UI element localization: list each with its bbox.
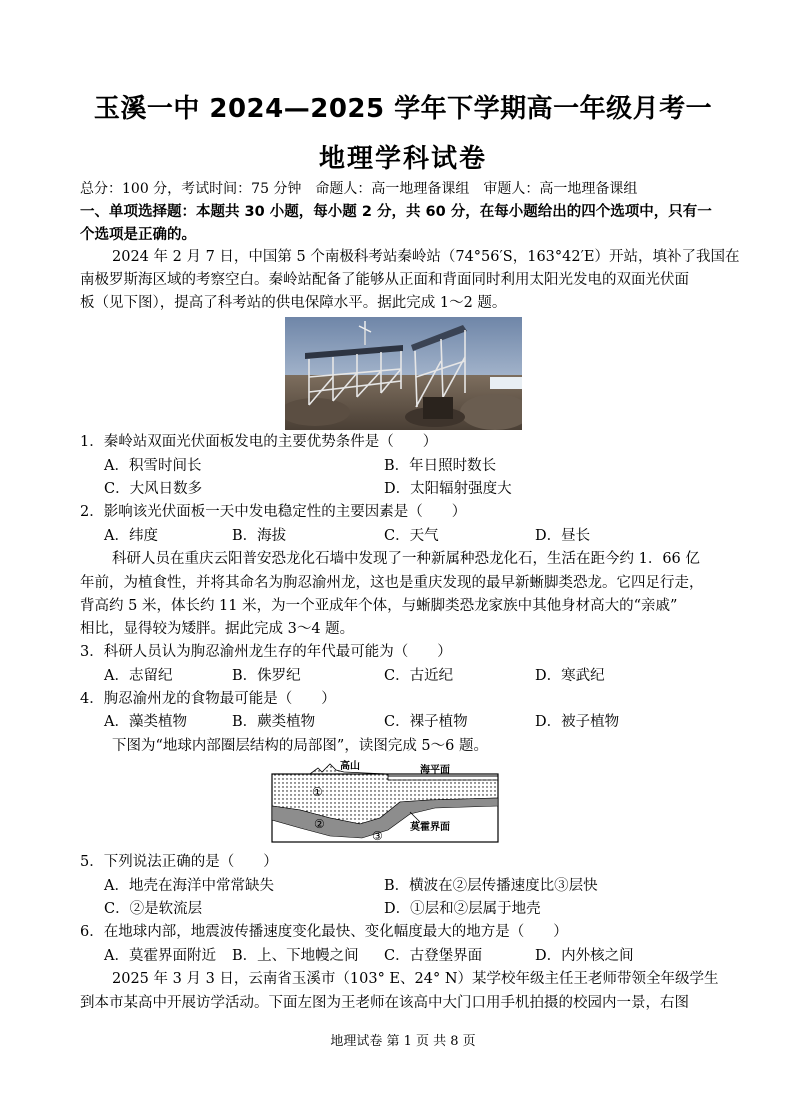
diagram-label-moho: 莫霍界面 bbox=[410, 822, 450, 833]
question-4-stem: 4．朐忍渝州龙的食物最可能是（ ） bbox=[80, 691, 336, 707]
question-3-stem: 3．科研人员认为朐忍渝州龙生存的年代最可能为（ ） bbox=[80, 644, 452, 660]
passage-line: 2025 年 3 月 3 日，云南省玉溪市（103° E、24° N）某学校年级主任王老师带领全年级学生 bbox=[112, 971, 719, 987]
passage-line: 下图为“地球内部圈层结构的局部图”，读图完成 5～6 题。 bbox=[112, 738, 488, 754]
q3-option-d[interactable]: D．寒武纪 bbox=[535, 668, 605, 684]
question-5-stem: 5．下列说法正确的是（ ） bbox=[80, 854, 278, 870]
q1-option-b[interactable]: B．年日照时数长 bbox=[384, 458, 497, 474]
q6-option-c[interactable]: C．古登堡界面 bbox=[384, 948, 483, 964]
question-2-stem: 2．影响该光伏面板一天中发电稳定性的主要因素是（ ） bbox=[80, 504, 467, 520]
page-footer: 地理试卷 第 1 页 共 8 页 bbox=[330, 1034, 476, 1049]
q4-option-c[interactable]: C．裸子植物 bbox=[384, 714, 468, 730]
q4-option-d[interactable]: D．被子植物 bbox=[535, 714, 620, 730]
q2-option-a[interactable]: A．纬度 bbox=[104, 528, 158, 544]
q3-option-a[interactable]: A．志留纪 bbox=[104, 668, 173, 684]
diagram-label-mountain: 高山 bbox=[340, 761, 360, 772]
earth-layers-svg bbox=[270, 758, 500, 844]
exam-subtitle: 地理学科试卷 bbox=[318, 144, 487, 174]
section-heading: 一、单项选择题：本题共 30 小题，每小题 2 分，共 60 分，在每小题给出的四个选项中，只有一 bbox=[80, 204, 712, 220]
q2-option-c[interactable]: C．天气 bbox=[384, 528, 439, 544]
passage-line: 南极罗斯海区域的考察空白。秦岭站配备了能够从正面和背面同时利用太阳光发电的双面光伏面 bbox=[80, 272, 689, 288]
q5-option-a[interactable]: A．地壳在海洋中常常缺失 bbox=[104, 878, 274, 894]
q1-option-d[interactable]: D．太阳辐射强度大 bbox=[384, 481, 512, 497]
q4-option-a[interactable]: A．藻类植物 bbox=[104, 714, 187, 730]
question-6-stem: 6．在地球内部，地震波传播速度变化最快、变化幅度最大的地方是（ ） bbox=[80, 924, 568, 940]
q1-option-a[interactable]: A．积雪时间长 bbox=[104, 458, 202, 474]
exam-title: 玉溪一中 2024—2025 学年下学期高一年级月考一 bbox=[93, 94, 713, 124]
question-1-stem: 1．秦岭站双面光伏面板发电的主要优势条件是（ ） bbox=[80, 434, 438, 450]
pv-panel-illustration bbox=[285, 317, 522, 430]
q3-option-c[interactable]: C．古近纪 bbox=[384, 668, 454, 684]
q3-option-b[interactable]: B．侏罗纪 bbox=[232, 668, 301, 684]
q4-option-b[interactable]: B．蕨类植物 bbox=[232, 714, 316, 730]
section-heading-cont: 个选项是正确的。 bbox=[80, 227, 196, 243]
pv-panel-photo bbox=[285, 317, 522, 430]
exam-info: 总分：100 分，考试时间：75 分钟 命题人：高一地理备课组 审题人：高一地理备课组 bbox=[80, 181, 638, 197]
q2-option-d[interactable]: D．昼长 bbox=[535, 528, 591, 544]
passage-line: 背高约 5 米，体长约 11 米，为一个亚成年个体，与蜥脚类恐龙家族中其他身材高大的“亲戚” bbox=[80, 598, 678, 614]
q2-option-b[interactable]: B．海拔 bbox=[232, 528, 287, 544]
passage-line: 2024 年 2 月 7 日，中国第 5 个南极科考站秦岭站（74°56′S，163°42′E）开站，填补了我国在 bbox=[112, 249, 740, 265]
earth-interior-diagram bbox=[270, 758, 500, 844]
q1-option-c[interactable]: C．大风日数多 bbox=[104, 481, 203, 497]
passage-line: 年前，为植食性，并将其命名为朐忍渝州龙，这也是重庆发现的最早新蜥脚类恐龙。它四足行走， bbox=[80, 575, 704, 591]
diagram-label-3: ③ bbox=[372, 829, 383, 843]
q6-option-a[interactable]: A．莫霍界面附近 bbox=[104, 948, 216, 964]
diagram-label-2: ② bbox=[314, 817, 325, 831]
q5-option-c[interactable]: C．②是软流层 bbox=[104, 901, 203, 917]
passage-line: 到本市某高中开展访学活动。下面左图为王老师在该高中大门口用手机拍摄的校园内一景，右图 bbox=[80, 995, 689, 1011]
passage-line: 板（见下图），提高了科考站的供电保障水平。据此完成 1～2 题。 bbox=[80, 295, 507, 311]
q5-option-b[interactable]: B．横波在②层传播速度比③层快 bbox=[384, 878, 598, 894]
passage-line: 相比，显得较为矮胖。据此完成 3～4 题。 bbox=[80, 621, 355, 637]
passage-line: 科研人员在重庆云阳普安恐龙化石墙中发现了一种新属种恐龙化石，生活在距今约 1．66 亿 bbox=[112, 551, 700, 567]
diagram-label-1: ① bbox=[312, 785, 323, 799]
q6-option-b[interactable]: B．上、下地幔之间 bbox=[232, 948, 359, 964]
q6-option-d[interactable]: D．内外核之间 bbox=[535, 948, 634, 964]
diagram-label-sea-level: 海平面 bbox=[420, 765, 450, 776]
q5-option-d[interactable]: D．①层和②层属于地壳 bbox=[384, 901, 541, 917]
